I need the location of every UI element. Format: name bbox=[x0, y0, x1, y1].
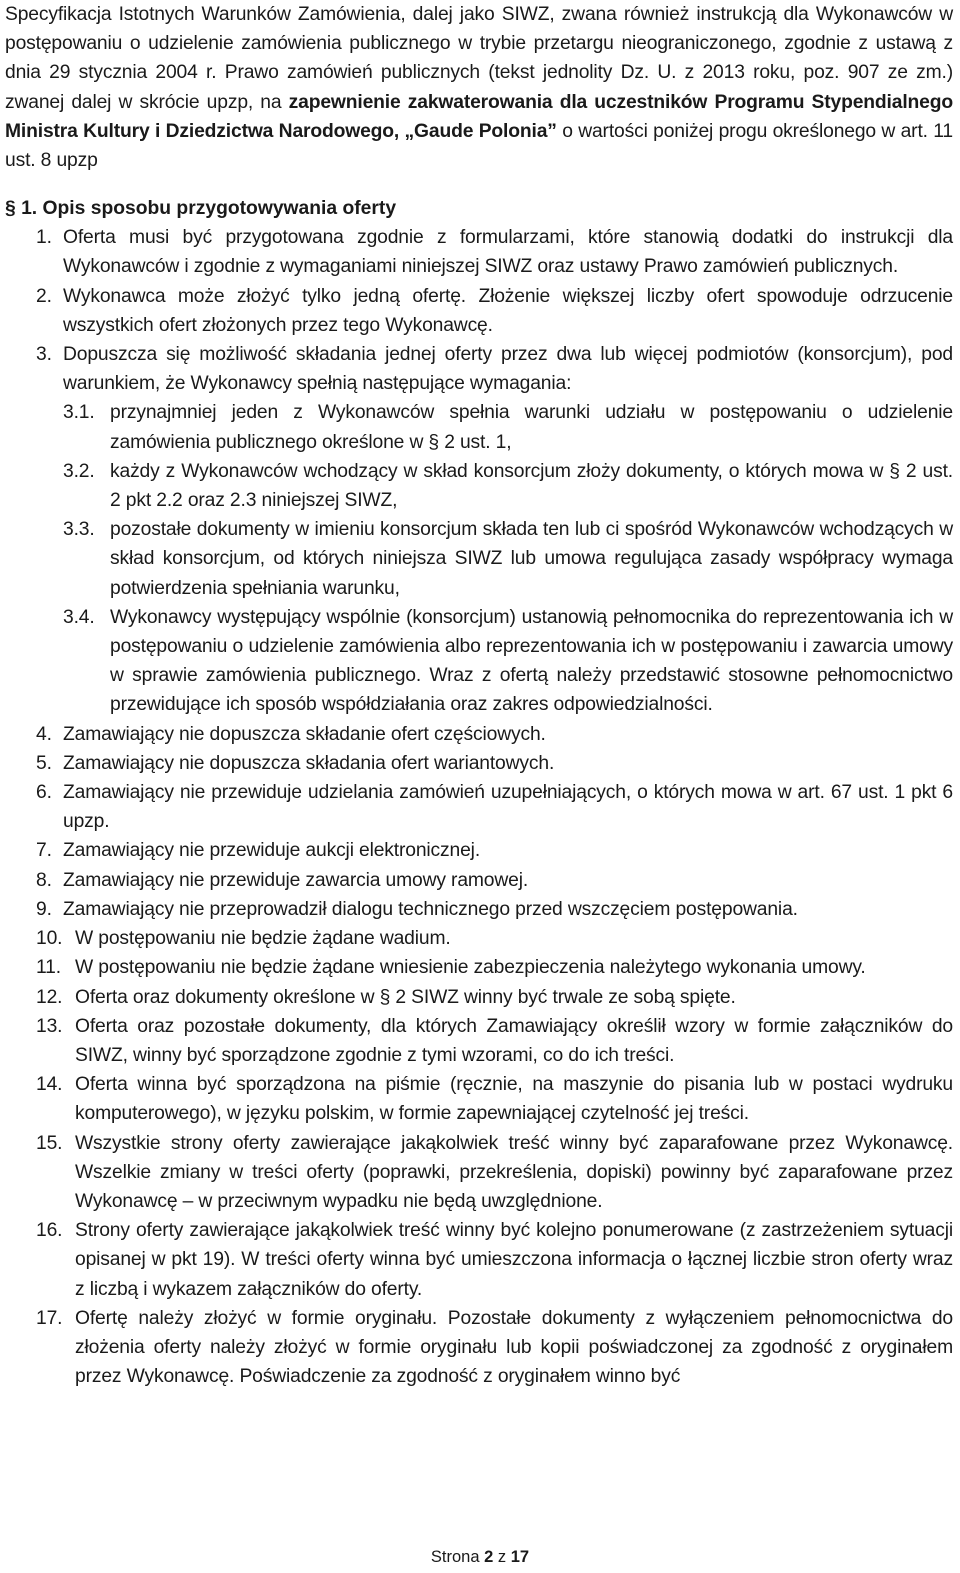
list-item bbox=[5, 895, 953, 924]
footer-label: Strona bbox=[430, 1548, 480, 1566]
item-text: Zamawiający nie dopuszcza składania ofert wariantowych. bbox=[63, 752, 555, 774]
subitem-text: Wykonawcy występujący wspólnie (konsorcjum) ustanowią pełnomocnika do reprezentowania ich w postępowaniu o udzielenie zamówienia albo reprezentowania ich w postępowaniu i zawarcia umowy w sprawie zamówienia publicznego. Wraz z ofertą należy przedstawić stosowne pełnomocnictwo przewidujące ich sposób współdziałania oraz zakres odpowiedzialności. bbox=[110, 606, 953, 716]
list-item bbox=[5, 778, 953, 836]
item-number: 3. bbox=[36, 344, 52, 366]
list-item bbox=[5, 749, 953, 778]
section-heading: § 1. Opis sposobu przygotowywania oferty bbox=[5, 198, 397, 220]
list-item bbox=[5, 1012, 953, 1070]
item-text: Strony oferty zawierające jakąkolwiek treść winny być kolejno ponumerowane (z zastrzeżeniem sytuacji opisanej w pkt 19). W treści oferty winna być umieszczona informacja o łącznej liczbie stron oferty wraz z liczbą i wykazem załączników do oferty. bbox=[75, 1220, 953, 1300]
list-item bbox=[5, 953, 953, 982]
item-text: Zamawiający nie przeprowadził dialogu technicznego przed wszczęciem postępowania. bbox=[63, 898, 798, 920]
item-text: Ofertę należy złożyć w formie oryginału. Pozostałe dokumenty z wyłączeniem pełnomocnictwa do złożenia oferty należy złożyć w formie oryginału lub kopii poświadczonej za zgodność z oryginałem przez Wykonawcę. Poświadczenie za zgodność z oryginałem winno być bbox=[75, 1307, 953, 1388]
list-item bbox=[5, 924, 953, 953]
offer-rules-list bbox=[5, 223, 953, 1391]
list-item bbox=[5, 1129, 953, 1217]
item-text: W postępowaniu nie będzie żądane wniesienie zabezpieczenia należytego wykonania umowy. bbox=[75, 957, 866, 979]
item-text: Wykonawca może złożyć tylko jedną ofertę. Złożenie większej liczby ofert spowoduje odrzucenie wszystkich ofert złożonych przez tego Wykonawcę. bbox=[63, 285, 953, 336]
list-item bbox=[5, 340, 953, 398]
list-item bbox=[5, 983, 953, 1012]
intro-subject-bold: zapewnienie zakwaterowania dla uczestników Programu Stypendialnego Ministra Kultury i Dziedzictwa Narodowego, „Gaude Polonia” bbox=[5, 91, 953, 142]
sub-list-item bbox=[5, 603, 953, 720]
item-text: Wszystkie strony oferty zawierające jakąkolwiek treść winny być zaparafowane przez Wykonawcę. Wszelkie zmiany w treści oferty (poprawki, przekreślenia, dopiski) powinny być zaparafowane przez Wykonawcę – w przeciwnym wypadku nie będą uwzględnione. bbox=[75, 1132, 953, 1212]
subitem-number: 3.1. bbox=[63, 402, 95, 424]
sub-list-item bbox=[5, 457, 953, 515]
list-item bbox=[5, 720, 953, 749]
footer-separator: z bbox=[497, 1548, 507, 1566]
subitem-number: 3.4. bbox=[63, 606, 95, 628]
subitem-text: przynajmniej jeden z Wykonawców spełnia warunki udziału w postępowaniu o udzielenie zamówienia publicznego określone w § 2 ust. 1, bbox=[110, 402, 953, 453]
item-number: 10. bbox=[36, 928, 63, 950]
list-item bbox=[5, 836, 953, 865]
sub-list-item bbox=[5, 398, 953, 456]
item-number: 17. bbox=[36, 1307, 63, 1329]
footer-page-number: 2 bbox=[484, 1548, 494, 1566]
item-number: 16. bbox=[36, 1220, 63, 1242]
subitem-text: każdy z Wykonawców wchodzący w skład konsorcjum złoży dokumenty, o których mowa w § 2 ust. 2 pkt 2.2 oraz 2.3 niniejszej SIWZ, bbox=[110, 460, 953, 512]
item-number: 6. bbox=[36, 782, 52, 804]
item-number: 8. bbox=[36, 869, 52, 891]
item-number: 1. bbox=[36, 227, 52, 249]
list-item bbox=[5, 866, 953, 895]
list-item bbox=[5, 1304, 953, 1392]
intro-text: Specyfikacja Istotnych Warunków Zamówienia, dalej jako SIWZ, zwana również instrukcją dla Wykonawców w postępowaniu o udzielenie zamówienia publicznego w trybie przetargu nieograniczonego, zgodnie z ustawą z dnia 29 stycznia 2004 r. Prawo zamówień publicznych (tekst jednolity Dz. U. z 2013 roku, poz. 907 ze zm.) zwanej dalej w skrócie upzp, na bbox=[5, 4, 953, 113]
intro-paragraph bbox=[5, 0, 953, 175]
item-number: 11. bbox=[36, 957, 61, 979]
item-number: 4. bbox=[36, 723, 52, 745]
item-text: Oferta oraz dokumenty określone w § 2 SIWZ winny być trwale ze sobą spięte. bbox=[75, 986, 736, 1008]
intro-tail: o wartości poniżej progu określonego w art. 11 ust. 8 upzp bbox=[5, 120, 953, 172]
subitem-number: 3.2. bbox=[63, 460, 95, 482]
item-number: 7. bbox=[36, 840, 52, 862]
item-text: Oferta oraz pozostałe dokumenty, dla których Zamawiający określił wzory w formie załączników do SIWZ, winny być sporządzone zgodnie z tymi wzorami, co do ich treści. bbox=[75, 1015, 953, 1066]
list-item bbox=[5, 223, 953, 281]
item-text: Zamawiający nie przewiduje aukcji elektronicznej. bbox=[63, 840, 481, 862]
item-text: Zamawiający nie przewiduje udzielania zamówień uzupełniających, o których mowa w art. 67 ust. 1 pkt 6 upzp. bbox=[63, 782, 953, 833]
document-page bbox=[5, 0, 953, 1391]
item-text: W postępowaniu nie będzie żądane wadium. bbox=[75, 928, 451, 950]
item-text: Oferta winna być sporządzona na piśmie (ręcznie, na maszynie do pisania lub w postaci wydruku komputerowego), w języku polskim, w formie zapewniającej czytelność jej treści. bbox=[75, 1074, 953, 1125]
item-text: Dopuszcza się możliwość składania jednej oferty przez dwa lub więcej podmiotów (konsorcjum), pod warunkiem, że Wykonawcy spełnią następujące wymagania: bbox=[63, 344, 953, 395]
subitem-number: 3.3. bbox=[63, 519, 95, 541]
sub-list-item bbox=[5, 515, 953, 603]
item-text: Zamawiający nie dopuszcza składanie ofert częściowych. bbox=[63, 723, 546, 745]
subitem-text: pozostałe dokumenty w imieniu konsorcjum składa ten lub ci spośród Wykonawców wchodzących w skład konsorcjum, od których niniejsza SIWZ lub umowa regulująca zasady współpracy wymaga potwierdzenia spełniania warunku, bbox=[110, 519, 953, 599]
item-number: 12. bbox=[36, 986, 63, 1008]
item-number: 14. bbox=[36, 1074, 63, 1096]
item-number: 2. bbox=[36, 285, 52, 307]
item-text: Zamawiający nie przewiduje zawarcia umowy ramowej. bbox=[63, 869, 529, 891]
item-number: 9. bbox=[36, 898, 52, 920]
list-item bbox=[5, 282, 953, 340]
item-number: 5. bbox=[36, 752, 52, 774]
list-item bbox=[5, 1070, 953, 1128]
item-text: Oferta musi być przygotowana zgodnie z formularzami, które stanowią dodatki do instrukcji dla Wykonawców i zgodnie z wymaganiami niniejszej SIWZ oraz ustawy Prawo zamówień publicznych. bbox=[63, 227, 953, 278]
item-number: 15. bbox=[36, 1132, 63, 1154]
list-item bbox=[5, 1216, 953, 1304]
page-footer bbox=[0, 1546, 960, 1568]
item-number: 13. bbox=[36, 1015, 63, 1037]
footer-page-total: 17 bbox=[510, 1548, 530, 1566]
